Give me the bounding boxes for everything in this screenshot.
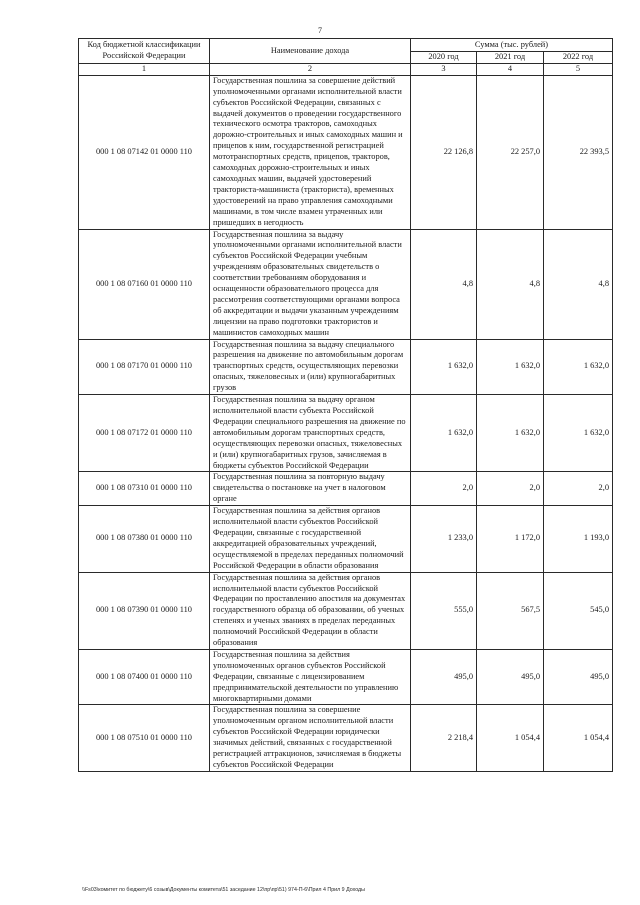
column-number: 4 [477, 63, 544, 75]
row-name: Государственная пошлина за действия органов исполнительной власти субъектов Российской Федерации, связанные с государственной аккредитацией образовательных учреждений, осуществляемой в пределах переданных полномочий Российской Федерации в области образования [210, 506, 411, 572]
row-value-2022: 495,0 [544, 649, 613, 705]
row-code: 000 1 08 07170 01 0000 110 [79, 339, 210, 395]
row-code: 000 1 08 07390 01 0000 110 [79, 572, 210, 649]
row-value-2020: 2 218,4 [411, 705, 477, 771]
row-value-2021: 4,8 [477, 229, 544, 339]
row-value-2020: 22 126,8 [411, 75, 477, 229]
row-code: 000 1 08 07510 01 0000 110 [79, 705, 210, 771]
table-row [79, 705, 613, 771]
row-value-2022: 1 632,0 [544, 339, 613, 395]
row-value-2020: 555,0 [411, 572, 477, 649]
row-name: Государственная пошлина за выдачу специального разрешения на движение по автомобильным дорогам транспортных средств, осуществляющих перевозки опасных, тяжеловесных и (или) крупногабаритных грузов [210, 339, 411, 395]
row-value-2022: 1 054,4 [544, 705, 613, 771]
row-value-2020: 1 233,0 [411, 506, 477, 572]
header-year-2020: 2020 год [411, 52, 477, 64]
row-value-2022: 2,0 [544, 472, 613, 506]
page-number: 7 [318, 26, 322, 35]
column-number: 5 [544, 63, 613, 75]
row-value-2022: 4,8 [544, 229, 613, 339]
header-year-2021: 2021 год [477, 52, 544, 64]
column-number: 1 [79, 63, 210, 75]
row-code: 000 1 08 07380 01 0000 110 [79, 506, 210, 572]
table-row [79, 395, 613, 472]
row-value-2020: 1 632,0 [411, 339, 477, 395]
row-value-2021: 495,0 [477, 649, 544, 705]
table-row [79, 572, 613, 649]
header-code: Код бюджетной классификации Российской Федерации [79, 39, 210, 64]
row-name: Государственная пошлина за совершение действий уполномоченными органами исполнительной власти субъектов Российской Федерации, связанных с выдачей документов о проведении государственного технического осмотра тракторов, самоходных дорожно-строительных и иных самоходных машин и прицепов к ним, государственной регистрацией мототранспортных средств, прицепов, тракторов, самоходных дорожно-строительных и иных самоходных машин, выдачей удостоверений тракториста-машиниста (тракториста), временных удостоверений на право управления самоходными машинами, в том числе взамен утраченных или пришедших в негодность [210, 75, 411, 229]
row-value-2020: 2,0 [411, 472, 477, 506]
table-row [79, 649, 613, 705]
header-sum: Сумма (тыс. рублей) [411, 39, 613, 52]
row-value-2020: 1 632,0 [411, 395, 477, 472]
header-name: Наименование дохода [210, 39, 411, 64]
row-value-2021: 1 632,0 [477, 339, 544, 395]
row-value-2021: 1 054,4 [477, 705, 544, 771]
table-row [79, 472, 613, 506]
row-value-2022: 1 632,0 [544, 395, 613, 472]
row-value-2020: 495,0 [411, 649, 477, 705]
row-value-2022: 1 193,0 [544, 506, 613, 572]
row-value-2021: 567,5 [477, 572, 544, 649]
row-name: Государственная пошлина за действия уполномоченных органов субъектов Российской Федерации, связанные с лицензированием предпринимательской деятельности по управлению многоквартирными домами [210, 649, 411, 705]
table-row [79, 339, 613, 395]
column-number: 3 [411, 63, 477, 75]
row-value-2021: 2,0 [477, 472, 544, 506]
table-row [79, 506, 613, 572]
row-code: 000 1 08 07400 01 0000 110 [79, 649, 210, 705]
row-name: Государственная пошлина за выдачу органом исполнительной власти субъекта Российской Федерации специального разрешения на движение по автомобильным дорогам транспортных средств, осуществляющих перевозки опасных, тяжеловесных и (или) крупногабаритных грузов, зачисляемая в бюджеты субъектов Российской Федерации [210, 395, 411, 472]
row-name: Государственная пошлина за повторную выдачу свидетельства о постановке на учет в налоговом органе [210, 472, 411, 506]
table-row [79, 75, 613, 229]
row-name: Государственная пошлина за совершение уполномоченным органом исполнительной власти субъектов Российской Федерации юридически значимых действий, связанных с государственной регистрацией аттракционов, зачисляемая в бюджеты субъектов Российской Федерации [210, 705, 411, 771]
row-value-2022: 545,0 [544, 572, 613, 649]
row-value-2021: 1 632,0 [477, 395, 544, 472]
row-value-2020: 4,8 [411, 229, 477, 339]
header-year-2022: 2022 год [544, 52, 613, 64]
row-code: 000 1 08 07172 01 0000 110 [79, 395, 210, 472]
row-name: Государственная пошлина за выдачу уполномоченными органами исполнительной власти субъектов Российской Федерации учебным учреждениям образовательных свидетельств о соответствии требованиям оборудования и оснащенности образовательного процесса для рассмотрения соответствующими органами вопроса об аккредитации и выдачи указанным учреждениям лицензии на право подготовки трактористов и машинистов самоходных машин [210, 229, 411, 339]
footer-file-path: \\Fs03\комитет по бюджету\6 созыв\Документы комитета\51 заседание 12\пр\пр\51) 974-П-6\Прил 4 Прил 9 Доходы [82, 887, 365, 893]
row-name: Государственная пошлина за действия органов исполнительной власти субъектов Российской Федерации по проставлению апостиля на документах государственного образца об образовании, об ученых степенях и ученых званиях в пределах переданных полномочий Российской Федерации в области образования [210, 572, 411, 649]
column-number: 2 [210, 63, 411, 75]
row-code: 000 1 08 07160 01 0000 110 [79, 229, 210, 339]
row-code: 000 1 08 07142 01 0000 110 [79, 75, 210, 229]
row-value-2022: 22 393,5 [544, 75, 613, 229]
revenue-table [78, 38, 613, 772]
row-code: 000 1 08 07310 01 0000 110 [79, 472, 210, 506]
table-row [79, 229, 613, 339]
row-value-2021: 22 257,0 [477, 75, 544, 229]
row-value-2021: 1 172,0 [477, 506, 544, 572]
